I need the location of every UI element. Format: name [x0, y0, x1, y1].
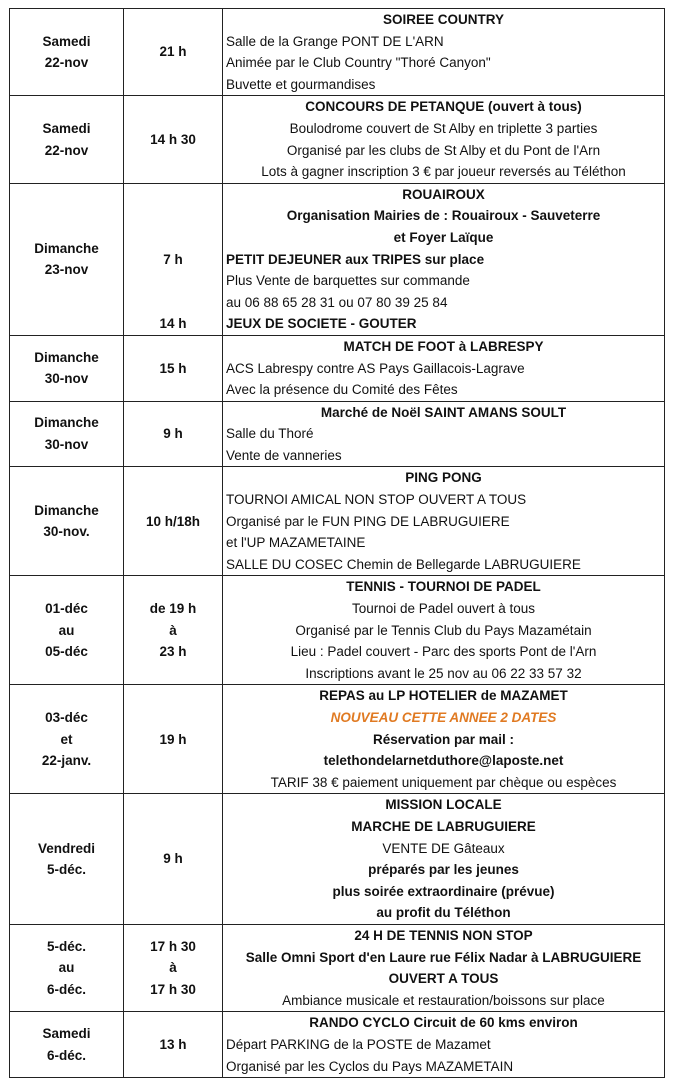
- event-detail-line: PETIT DEJEUNER aux TRIPES sur place: [226, 251, 485, 267]
- event-description-cell: [223, 467, 665, 576]
- event-detail-line: Boulodrome couvert de St Alby en triplette 3 parties: [289, 120, 598, 136]
- event-title: TENNIS - TOURNOI DE PADEL: [346, 579, 541, 595]
- event-date-line: 22-nov: [44, 55, 89, 71]
- event-detail-line: ACS Labrespy contre AS Pays Gaillacois-Lagrave: [226, 360, 525, 376]
- event-detail-line: préparés par les jeunes: [368, 862, 519, 878]
- event-detail-line: Organisé par le FUN PING DE LABRUGUIERE: [226, 513, 510, 529]
- event-date-cell: [10, 9, 124, 96]
- event-time-line: [124, 270, 222, 292]
- event-detail-line: TARIF 38 € paiement uniquement par chèque ou espèces: [270, 774, 617, 790]
- event-detail-line: plus soirée extraordinaire (prévue): [332, 883, 555, 899]
- event-detail-line: Organisé par les clubs de St Alby et du Pont de l'Arn: [286, 142, 601, 158]
- event-row: [10, 183, 665, 335]
- event-detail-line: Vente de vanneries: [226, 447, 342, 463]
- event-detail-line: Salle de la Grange PONT DE L'ARN: [226, 33, 444, 49]
- event-detail-line: VENTE DE Gâteaux: [382, 840, 505, 856]
- event-time-cell: [124, 96, 223, 183]
- event-detail-line: Animée par le Club Country "Thoré Canyon": [226, 55, 491, 71]
- event-description-cell: [223, 96, 665, 183]
- event-date-line: Dimanche: [34, 415, 99, 431]
- event-time-line: 19 h: [159, 731, 187, 747]
- event-date-line: 5-déc.: [46, 862, 87, 878]
- event-time-line: à: [169, 960, 177, 976]
- event-detail-line: SALLE DU COSEC Chemin de Bellegarde LABRUGUIERE: [226, 556, 581, 572]
- event-time-cell: [124, 9, 223, 96]
- event-date-line: Dimanche: [34, 240, 99, 256]
- event-date-cell: [10, 924, 124, 1011]
- event-detail-line: Inscriptions avant le 25 nov au 06 22 33 57 32: [305, 665, 582, 681]
- event-time-line: [124, 205, 222, 227]
- event-date-cell: [10, 794, 124, 925]
- event-row: [10, 794, 665, 925]
- event-date-line: 05-déc: [45, 644, 88, 660]
- event-detail-line: Salle Omni Sport d'en Laure rue Félix Nadar à LABRUGUIERE: [245, 949, 642, 965]
- event-detail-line: Organisé par les Cyclos du Pays MAZAMETAIN: [226, 1058, 514, 1074]
- event-detail-line: Organisé par le Tennis Club du Pays Mazamétain: [295, 622, 592, 638]
- event-title: ROUAIROUX: [402, 186, 485, 202]
- event-detail-line: Plus Vente de barquettes sur commande: [226, 273, 470, 289]
- event-date-line: Samedi: [42, 120, 91, 136]
- event-title: PING PONG: [405, 470, 482, 486]
- event-detail-line: au 06 88 65 28 31 ou 07 80 39 25 84: [226, 294, 448, 310]
- event-row: [10, 924, 665, 1011]
- event-date-line: au: [58, 622, 75, 638]
- event-description-cell: [223, 9, 665, 96]
- event-detail-line: TOURNOI AMICAL NON STOP OUVERT A TOUS: [226, 492, 527, 508]
- event-time-line: de 19 h: [149, 601, 197, 617]
- event-time-line: [124, 292, 222, 314]
- event-time-line: 15 h: [159, 360, 187, 376]
- event-description-cell: [223, 1012, 665, 1078]
- event-row: [10, 401, 665, 467]
- event-detail-line: telethondelarnetduthore@laposte.net: [323, 753, 564, 769]
- event-description-cell: [223, 335, 665, 401]
- event-date-cell: [10, 96, 124, 183]
- event-detail-line: NOUVEAU CETTE ANNEE 2 DATES: [330, 710, 557, 725]
- event-time-cell: [124, 685, 223, 794]
- event-description-cell: [223, 576, 665, 685]
- event-date-cell: [10, 685, 124, 794]
- event-detail-line: Départ PARKING de la POSTE de Mazamet: [226, 1036, 491, 1052]
- event-date-line: Samedi: [42, 1026, 91, 1042]
- event-time-cell: [124, 1012, 223, 1078]
- event-time-cell: [124, 924, 223, 1011]
- event-title: RANDO CYCLO Circuit de 60 kms environ: [309, 1015, 578, 1031]
- event-title: MISSION LOCALE: [385, 797, 502, 813]
- event-date-cell: [10, 467, 124, 576]
- events-table: [9, 8, 665, 1078]
- event-detail-line: OUVERT A TOUS: [388, 971, 499, 987]
- event-time-line: 14 h: [159, 316, 187, 332]
- event-time-line: 21 h: [159, 44, 187, 60]
- event-title: SOIREE COUNTRY: [382, 12, 504, 27]
- event-row: [10, 96, 665, 183]
- event-time-cell: [124, 183, 223, 335]
- event-row: [10, 1012, 665, 1078]
- event-description-cell: [223, 401, 665, 467]
- event-time-line: 9 h: [163, 851, 183, 867]
- event-row: [10, 685, 665, 794]
- event-date-cell: [10, 576, 124, 685]
- event-date-cell: [10, 335, 124, 401]
- event-date-line: 6-déc.: [46, 981, 87, 997]
- event-detail-line: et Foyer Laïque: [393, 229, 494, 245]
- event-title: REPAS au LP HOTELIER de MAZAMET: [319, 688, 568, 704]
- event-date-line: Dimanche: [34, 502, 99, 518]
- event-detail-line: Organisation Mairies de : Rouairoux - Sauveterre: [286, 208, 601, 224]
- event-detail-line: JEUX DE SOCIETE - GOUTER: [226, 316, 417, 332]
- event-time-cell: [124, 576, 223, 685]
- event-detail-line: Salle du Thoré: [226, 426, 314, 442]
- event-row: [10, 576, 665, 685]
- event-detail-line: Avec la présence du Comité des Fêtes: [226, 382, 458, 398]
- event-time-cell: [124, 335, 223, 401]
- event-time-line: 17 h 30: [150, 981, 196, 997]
- event-detail-line: MARCHE DE LABRUGUIERE: [351, 818, 536, 834]
- event-title: CONCOURS DE PETANQUE (ouvert à tous): [305, 99, 582, 115]
- event-date-line: 03-déc: [45, 710, 88, 725]
- event-date-line: 23-nov: [44, 262, 89, 278]
- event-date-line: au: [58, 960, 75, 976]
- event-date-line: Dimanche: [34, 349, 99, 365]
- event-row: [10, 9, 665, 96]
- event-detail-line: au profit du Téléthon: [376, 905, 511, 921]
- event-description-cell: [223, 685, 665, 794]
- event-date-cell: [10, 1012, 124, 1078]
- event-date-line: et: [60, 731, 73, 747]
- event-detail-line: et l'UP MAZAMETAINE: [226, 535, 366, 551]
- event-description-cell: [223, 794, 665, 925]
- events-table-body: [10, 9, 665, 1078]
- event-time-line: 14 h 30: [150, 131, 196, 147]
- event-date-line: 30-nov.: [43, 524, 90, 540]
- event-date-line: 01-déc: [45, 601, 88, 617]
- event-title: MATCH DE FOOT à LABRESPY: [343, 338, 544, 354]
- event-time-line: 17 h 30: [150, 938, 196, 954]
- event-detail-line: Lieu : Padel couvert - Parc des sports Pont de l'Arn: [290, 644, 597, 660]
- event-title: 24 H DE TENNIS NON STOP: [354, 927, 533, 943]
- event-time-line: 13 h: [159, 1036, 187, 1052]
- event-time-cell: [124, 467, 223, 576]
- event-time-line: 7 h: [163, 251, 183, 267]
- event-title: Marché de Noël SAINT AMANS SOULT: [320, 404, 567, 420]
- event-time-line: 9 h: [163, 426, 183, 442]
- event-detail-line: Réservation par mail :: [372, 731, 515, 747]
- event-time-cell: [124, 401, 223, 467]
- event-time-line: à: [169, 622, 177, 638]
- event-date-line: Vendredi: [37, 840, 96, 856]
- event-detail-line: Lots à gagner inscription 3 € par joueur reversés au Téléthon: [261, 164, 626, 180]
- event-time-cell: [124, 794, 223, 925]
- event-detail-line: Ambiance musicale et restauration/boissons sur place: [282, 992, 605, 1008]
- event-date-line: 22-nov: [44, 142, 89, 158]
- event-date-line: 30-nov: [44, 437, 89, 453]
- event-description-cell: [223, 183, 665, 335]
- event-date-line: 6-déc.: [46, 1047, 87, 1063]
- event-date-cell: [10, 183, 124, 335]
- event-date-line: 30-nov: [44, 371, 89, 387]
- event-date-line: 22-janv.: [41, 753, 92, 769]
- event-time-line: 23 h: [159, 644, 187, 660]
- event-date-line: Samedi: [42, 33, 91, 49]
- event-detail-line: Tournoi de Padel ouvert à tous: [351, 601, 536, 617]
- event-time-line: 10 h/18h: [145, 513, 201, 529]
- event-description-cell: [223, 924, 665, 1011]
- event-time-line: [124, 227, 222, 249]
- event-time-line: [124, 184, 222, 206]
- event-date-cell: [10, 401, 124, 467]
- event-date-line: 5-déc.: [46, 938, 87, 954]
- event-row: [10, 467, 665, 576]
- event-row: [10, 335, 665, 401]
- event-detail-line: Buvette et gourmandises: [226, 76, 376, 92]
